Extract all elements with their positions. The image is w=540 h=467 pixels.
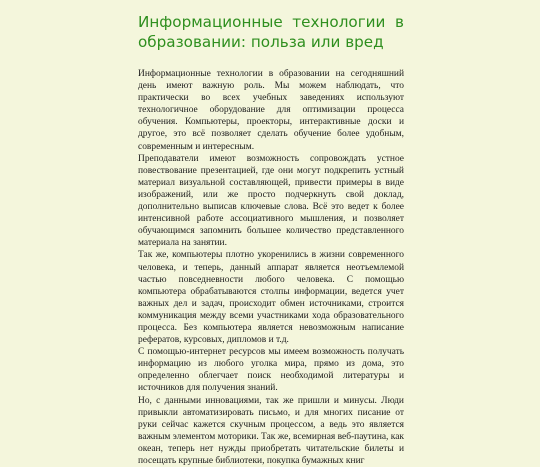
article-paragraph-1: Информационные технологии в образовании на сегодняшний день имеют важную роль. Мы можем наблюдать, что практически во всех учебных заведениях используют технологичное оборудование для оптимизации процесса обучения. Компьютеры, проекторы, интерактивные доски и другое, это всё позволяет сделать обучение более удобным, современным и интересным. <box>138 69 404 152</box>
article <box>138 12 404 467</box>
article-paragraph-3: Так же, компьютеры плотно укоренились в жизни современного человека, и теперь, данный аппарат является неотъемлемой частью повседневности любого человека. С помощью компьютера обрабатываются столпы информации, ведется учет важных дел и задач, происходит обмен источниками, строится коммуникация между всеми участниками хода образовательного процесса. Без компьютера является невозможным написание рефератов, курсовых, дипломов и т.д. <box>138 250 404 346</box>
article-paragraph-4: С помощью-интернет ресурсов мы имеем возможность получать информацию из любого уголка мира, прямо из дома, это определенно облегчает поиск необходимой литературы и источников для получения знаний. <box>138 347 404 394</box>
article-paragraph-5: Но, с данными инновациями, так же пришли и минусы. Люди привыкли автоматизировать письмо, и для многих писание от руки сейчас кажется скучным процессом, а ведь это является важным элементом моторики. Так же, всемирная веб-паутина, как океан, теперь нет нужды приобретать читательские билеты и посещать крупные библиотеки, покупка бумажных книг <box>138 395 404 466</box>
article-paragraph-2: Преподаватели имеют возможность сопровождать устное повествование презентацией, где они могут подкрепить устный материал визуальной составляющей, привести примеры в виде изображений, или же просто подчеркнуть свой доклад, дополнительно выписав ключевые слова. Всё это ведет к более интенсивной работе ассоциативного мышления, и позволяет обучающимся запомнить большее количество представленного материала на занятии. <box>138 153 404 249</box>
article-title: Информационные технологии в образовании: польза или вред <box>138 13 404 51</box>
